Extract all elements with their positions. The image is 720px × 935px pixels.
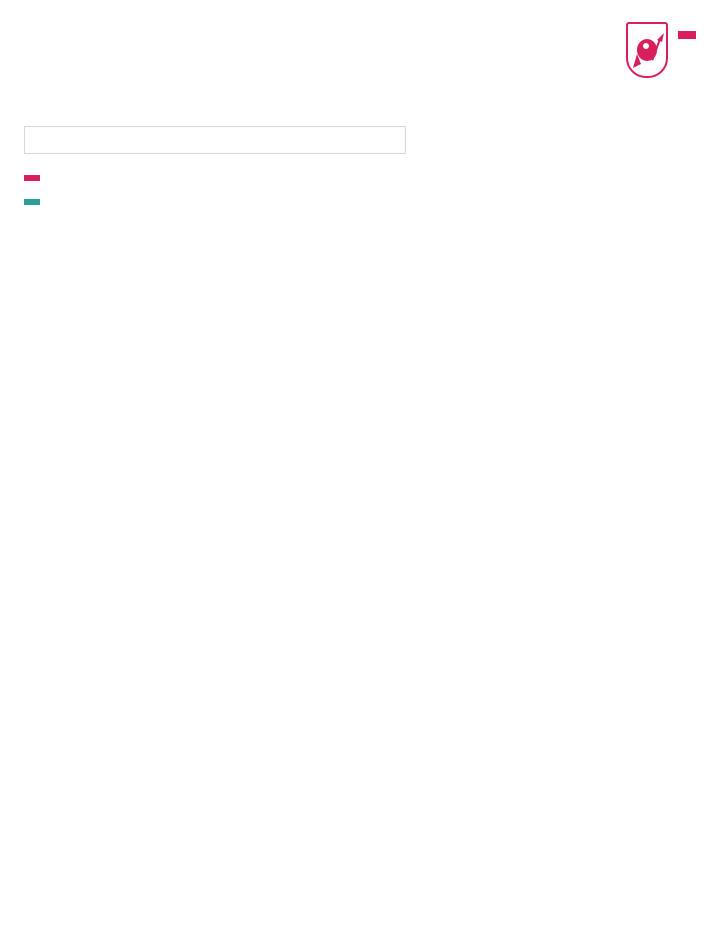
summary-cell-recovered <box>65 138 89 141</box>
summary-cell-cases <box>41 138 65 141</box>
summary-box <box>24 126 406 154</box>
bar-charts <box>0 168 720 210</box>
legend-recovered <box>24 199 40 205</box>
brand-block <box>626 22 696 78</box>
date-badge <box>678 31 696 39</box>
summary-cell-deaths <box>89 138 113 141</box>
growth-line-chart <box>24 228 696 368</box>
header <box>0 0 720 120</box>
moscow-coat-of-arms-icon <box>626 22 668 78</box>
line-chart-plot <box>24 228 696 368</box>
legend-cases <box>24 175 40 181</box>
